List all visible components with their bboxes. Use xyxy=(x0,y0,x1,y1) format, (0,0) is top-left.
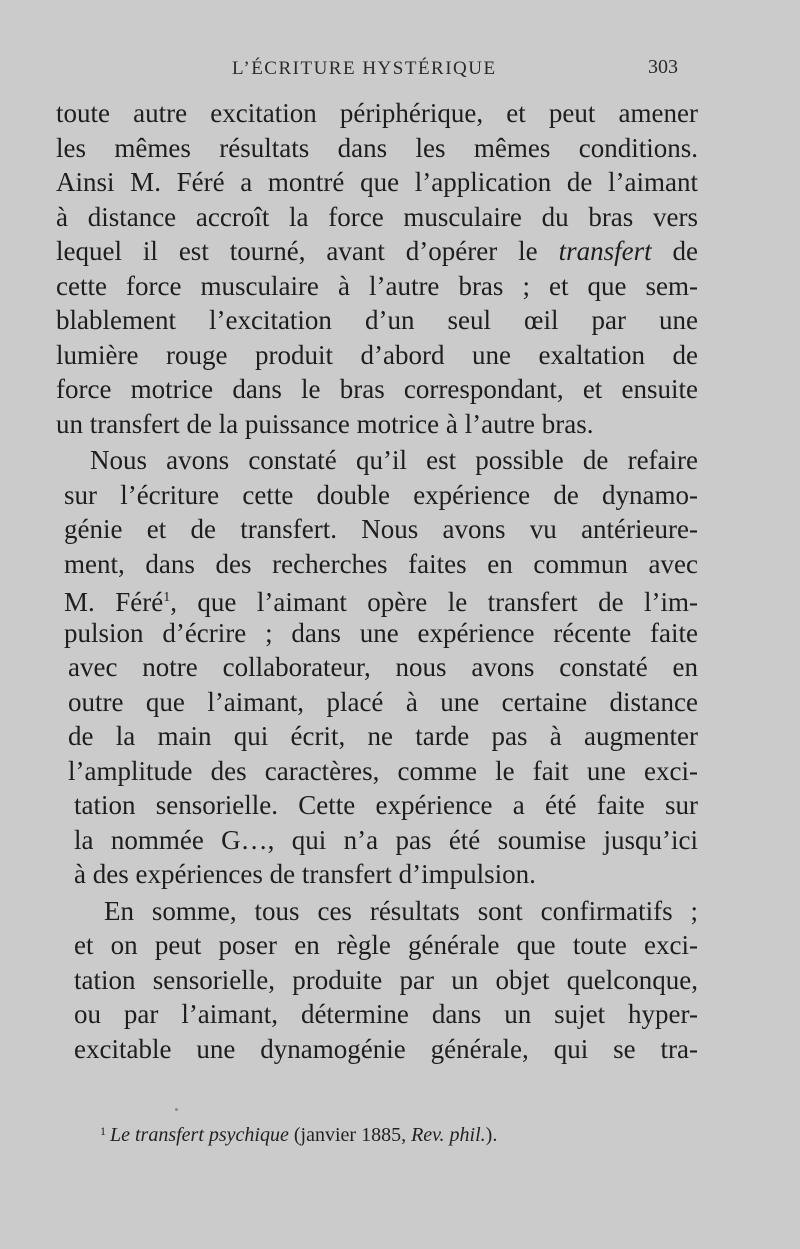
footnote-source: Rev. phil. xyxy=(411,1124,486,1146)
footnote-date: (janvier 1885, xyxy=(293,1124,407,1146)
text-line: de la main qui écrit, ne tarde pas à augmenter xyxy=(68,721,698,751)
text-line: à des expériences de transfert d’impulsion. xyxy=(74,859,536,889)
page-header xyxy=(0,56,800,84)
paragraph-start-line: En somme, tous ces résultats sont confirmatifs ; xyxy=(104,895,698,926)
text-segment: M. Féré xyxy=(64,587,164,617)
paragraph-start-line: Nous avons constaté qu’il est possible de refaire xyxy=(90,445,698,475)
text-line: toute autre excitation périphérique, et peut amener xyxy=(56,98,698,128)
text-line: pulsion d’écrire ; dans une expérience récente faite xyxy=(64,617,698,648)
text-line: Ainsi M. Féré a montré que l’application de l’aimant xyxy=(56,167,698,197)
footnote-marker: 1 xyxy=(100,1124,106,1138)
text-line: outre que l’aimant, placé à une certaine distance xyxy=(68,686,698,717)
text-line xyxy=(56,234,698,269)
text-line: sur l’écriture cette double expérience de dynamo- xyxy=(64,479,698,510)
footnote-ref: 1 xyxy=(163,590,171,605)
text-line: tation sensorielle. Cette expérience a été faite sur xyxy=(74,790,698,820)
text-segment: lequel il est tourné, avant d’opérer le xyxy=(56,236,538,266)
text-line: tation sensorielle, produite par un objet quelconque, xyxy=(74,964,698,995)
paper-speck xyxy=(175,1108,178,1111)
page-number: 303 xyxy=(648,56,678,78)
text-line: force motrice dans le bras correspondant, et ensuite xyxy=(56,374,698,404)
text-line: à distance accroît la force musculaire du bras vers xyxy=(56,201,698,232)
text-line: excitable une dynamogénie générale, qui se tra- xyxy=(74,1033,698,1064)
running-title: L’ÉCRITURE HYSTÉRIQUE xyxy=(232,58,497,79)
text-line: ment, dans des recherches faites en commun avec xyxy=(64,548,698,579)
footnote-close: ). xyxy=(485,1124,498,1146)
text-segment: de xyxy=(672,236,699,266)
text-line: les mêmes résultats dans les mêmes conditions. xyxy=(56,132,698,163)
text-line: un transfert de la puissance motrice à l’autre bras. xyxy=(56,408,594,439)
text-line xyxy=(56,581,698,616)
text-line: ou par l’aimant, détermine dans un sujet hyper- xyxy=(74,999,698,1029)
text-segment: , que l’aimant opère le transfert de l’im- xyxy=(170,587,698,617)
text-line: génie et de transfert. Nous avons vu antérieure- xyxy=(64,514,698,544)
footnote xyxy=(100,1124,497,1147)
text-line: lumière rouge produit d’abord une exaltation de xyxy=(56,339,698,370)
text-line: l’amplitude des caractères, comme le fait une exci- xyxy=(68,755,698,786)
text-line: la nommée G…, qui n’a pas été soumise jusqu’ici xyxy=(74,824,698,855)
body-text xyxy=(56,96,698,1066)
italic-term: transfert xyxy=(558,236,652,266)
text-line: blablement l’excitation d’un seul œil par une xyxy=(56,305,698,335)
footnote-title: Le transfert psychique xyxy=(110,1124,289,1146)
text-line: cette force musculaire à l’autre bras ; et que sem- xyxy=(56,270,698,301)
text-line: avec notre collaborateur, nous avons constaté en xyxy=(68,652,698,682)
text-line: et on peut poser en règle générale que toute exci- xyxy=(74,930,698,960)
